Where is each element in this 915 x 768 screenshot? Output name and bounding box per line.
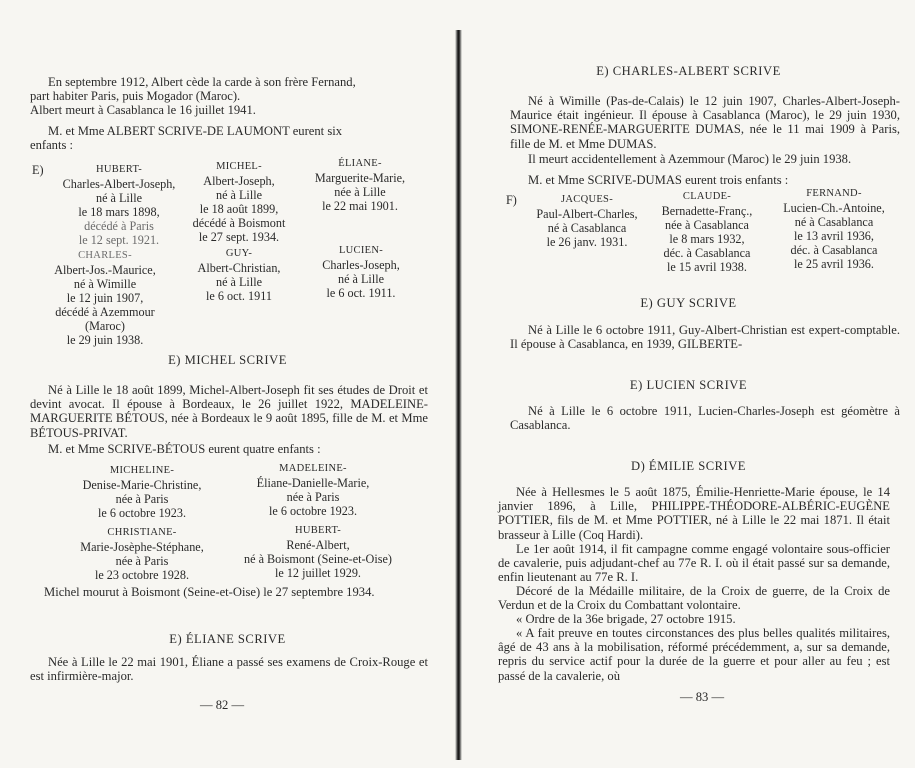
michel-paragraph-2: M. et Mme SCRIVE-BÉTOUS eurent quatre enfants :: [48, 442, 321, 456]
child-michel: [178, 160, 300, 244]
child-line: né à Casablanca: [794, 215, 874, 229]
laumont-intro-line-2: enfants :: [30, 138, 74, 153]
child-line: décédé à Azemmour: [55, 305, 155, 319]
child-name: MADELEINE-: [279, 463, 347, 474]
child-line: le 18 août 1899,: [199, 202, 279, 216]
child-line: Lucien-Ch.-Antoine,: [783, 201, 885, 215]
emilie-paragraph-1: Née à Hellesmes le 5 août 1875, Émilie-Henriette-Marie épouse, le 14 janvier 1896, à Lille, PHILIPPE-THÉODORE-ALBÉRIC-EUGÈNE POTTIER, fils de M. et Mme POTTIER, né à Lille le 22 mai 1871. Il était brasseur à Lille (Coq Hardi).: [498, 485, 890, 542]
child-line: né à Lille: [215, 275, 263, 289]
child-line: le 25 avril 1936.: [794, 257, 874, 271]
child-line: le 26 janv. 1931.: [546, 235, 628, 249]
child-line: le 6 octobre 1923.: [98, 506, 186, 520]
heading-michel: E) MICHEL SCRIVE: [168, 353, 287, 367]
child-name: LUCIEN-: [338, 245, 384, 256]
michel-paragraph-1: Né à Lille le 18 août 1899, Michel-Albert-Joseph fit ses études de Droit et devint avocat. Il épouse à Bordeaux, le 26 juillet 1922, MADELEINE-MARGUERITE BÉTOUS, née à Bordeaux le 9 août 1895, fille de M. et Mme BÉTOUS-PRIVAT.: [30, 383, 428, 440]
intro-line-3: Albert meurt à Casablanca le 16 juillet 1941.: [30, 103, 256, 118]
child-line: décédé à Boismont: [192, 216, 286, 230]
child-line: Éliane-Danielle-Marie,: [256, 476, 370, 490]
child-name: FERNAND-: [806, 188, 862, 199]
michel-paragraph-3: Michel mourut à Boismont (Seine-et-Oise) le 27 septembre 1934.: [44, 585, 375, 599]
page-number: — 83 —: [680, 690, 725, 704]
child-line: Charles-Albert-Joseph,: [62, 177, 176, 191]
child-line: le 22 mai 1901.: [322, 199, 398, 213]
child-hubert-rene: [218, 524, 418, 580]
guy-paragraph-1: Né à Lille le 6 octobre 1911, Guy-Albert-Christian est expert-comptable. Il épouse à Casablanca, en 1939, GILBERTE-: [510, 323, 900, 352]
child-line: Albert-Joseph,: [203, 174, 275, 188]
child-line: le 29 juin 1938.: [66, 333, 144, 347]
child-name: JACQUES-: [561, 194, 613, 205]
heading-eliane: E) ÉLIANE SCRIVE: [169, 632, 286, 646]
child-line: né à Boismont (Seine-et-Oise): [244, 552, 392, 566]
child-line: le 6 octobre 1923.: [269, 504, 357, 518]
child-lucien: [300, 244, 422, 300]
child-name: HUBERT-: [95, 164, 142, 175]
child-line: Albert-Jos.-Maurice,: [54, 263, 156, 277]
child-fernand: [770, 187, 898, 271]
left-page: [0, 0, 455, 768]
child-line: née à Paris: [115, 492, 169, 506]
child-line: né à Lille: [95, 191, 143, 205]
child-name: CHRISTIANE-: [107, 527, 177, 538]
child-name: GUY-: [225, 248, 253, 259]
emilie-paragraph-3: Décoré de la Médaille militaire, de la Croix de guerre, de la Croix de Verdun et de la Croix du Combattant volontaire.: [498, 584, 890, 613]
heading-lucien: E) LUCIEN SCRIVE: [629, 378, 748, 392]
child-eliane: [300, 157, 420, 213]
child-line: le 13 avril 1936,: [794, 229, 874, 243]
child-name: MICHEL-: [216, 161, 262, 172]
child-madeleine: [228, 462, 398, 518]
child-line: Charles-Joseph,: [322, 258, 400, 272]
heading-emilie: D) ÉMILIE SCRIVE: [630, 459, 747, 473]
child-line: Marie-Josèphe-Stéphane,: [80, 540, 204, 554]
child-line: le 18 mars 1898,: [78, 205, 160, 219]
child-line: né à Lille: [337, 272, 385, 286]
generation-marker-f: F): [506, 193, 517, 207]
child-jacques: [506, 193, 646, 249]
child-name: MICHELINE-: [109, 465, 175, 476]
emilie-paragraph-2: Le 1er août 1914, il fit campagne comme engagé volontaire sous-officier de cavalerie, puis adjudant-chef au 77e R. I. où il était passé sur sa demande, enfin lieutenant au 77e R. I.: [498, 542, 890, 585]
child-line: le 6 oct. 1911: [206, 289, 272, 303]
child-line: décédé à Paris: [84, 219, 154, 233]
child-line: déc. à Casablanca: [663, 246, 751, 260]
page-number: — 82 —: [200, 698, 245, 712]
laumont-intro-line-1: M. et Mme ALBERT SCRIVE-DE LAUMONT eurent six: [48, 124, 343, 138]
charles-paragraph-2: Il meurt accidentellement à Azemmour (Maroc) le 29 juin 1938.: [528, 152, 852, 166]
child-line: Marguerite-Marie,: [314, 171, 406, 185]
generation-marker-e: E): [32, 163, 44, 177]
heading-guy: E) GUY SCRIVE: [640, 296, 737, 310]
child-line: le 12 juillet 1929.: [275, 566, 361, 580]
child-line: né à Casablanca: [547, 221, 627, 235]
child-line: le 6 oct. 1911.: [326, 286, 396, 300]
charles-paragraph-1: Né à Wimille (Pas-de-Calais) le 12 juin 1907, Charles-Albert-Joseph-Maurice était ingénieur. Il épouse à Casablanca (Maroc), le 29 juin 1930, SIMONE-RENÉE-MARGUERITE DUMAS, née le 11 mai 1909 à Paris, fille de M. et Mme DUMAS.: [510, 94, 900, 151]
child-name: ÉLIANE-: [338, 158, 382, 169]
child-micheline: [62, 464, 222, 520]
heading-charles: E) CHARLES-ALBERT SCRIVE: [596, 64, 781, 78]
intro-line-1: En septembre 1912, Albert cède la carde à son frère Fernand,: [48, 75, 356, 89]
child-line: le 23 octobre 1928.: [94, 568, 190, 582]
emilie-paragraph-5: « A fait preuve en toutes circonstances des plus belles qualités militaires, âgé de 43 ans à la mobilisation, réformé précédemment, a, sur sa demande, repris du service actif pour la durée de la guerre et pour aller au feu ; est passé de la cavalerie, où: [498, 626, 890, 683]
child-charles: [30, 249, 180, 347]
right-page: [462, 0, 915, 768]
child-line: Albert-Christian,: [197, 261, 281, 275]
child-line: le 27 sept. 1934.: [198, 230, 280, 244]
child-line: le 12 juin 1907,: [66, 291, 144, 305]
child-line: Bernadette-Franç.,: [661, 204, 753, 218]
child-line: le 8 mars 1932,: [669, 232, 745, 246]
child-name: CLAUDE-: [682, 191, 732, 202]
child-line: Denise-Marie-Christine,: [82, 478, 202, 492]
child-line: né à Lille: [215, 188, 263, 202]
child-line: Paul-Albert-Charles,: [536, 207, 638, 221]
child-christiane: [62, 526, 222, 582]
child-line: déc. à Casablanca: [790, 243, 878, 257]
child-line: née à Casablanca: [665, 218, 749, 232]
eliane-paragraph-1: Née à Lille le 22 mai 1901, Éliane a passé ses examens de Croix-Rouge et est infirmière-major.: [30, 655, 428, 684]
child-claude: [646, 190, 768, 274]
intro-line-2: part habiter Paris, puis Mogador (Maroc).: [30, 89, 241, 104]
child-name: HUBERT-: [294, 525, 341, 536]
child-line: le 15 avril 1938.: [667, 260, 747, 274]
child-hubert: [32, 163, 178, 247]
laumont-children-intro: [30, 124, 428, 152]
book-gutter: [455, 30, 462, 760]
child-line: le 12 sept. 1921.: [78, 233, 160, 247]
child-guy: [178, 247, 300, 303]
charles-paragraph-3: M. et Mme SCRIVE-DUMAS eurent trois enfants :: [528, 173, 789, 187]
intro-paragraph: [30, 75, 428, 118]
lucien-paragraph-1: Né à Lille le 6 octobre 1911, Lucien-Charles-Joseph est géomètre à Casablanca.: [510, 404, 900, 433]
child-line: née à Lille: [334, 185, 386, 199]
child-line: né à Wimille: [73, 277, 137, 291]
child-name: CHARLES-: [78, 250, 132, 261]
emilie-paragraph-4: « Ordre de la 36e brigade, 27 octobre 1915.: [516, 612, 736, 626]
child-line: (Maroc): [85, 319, 125, 333]
child-line: née à Paris: [286, 490, 340, 504]
child-line: née à Paris: [115, 554, 169, 568]
child-line: René-Albert,: [286, 538, 350, 552]
